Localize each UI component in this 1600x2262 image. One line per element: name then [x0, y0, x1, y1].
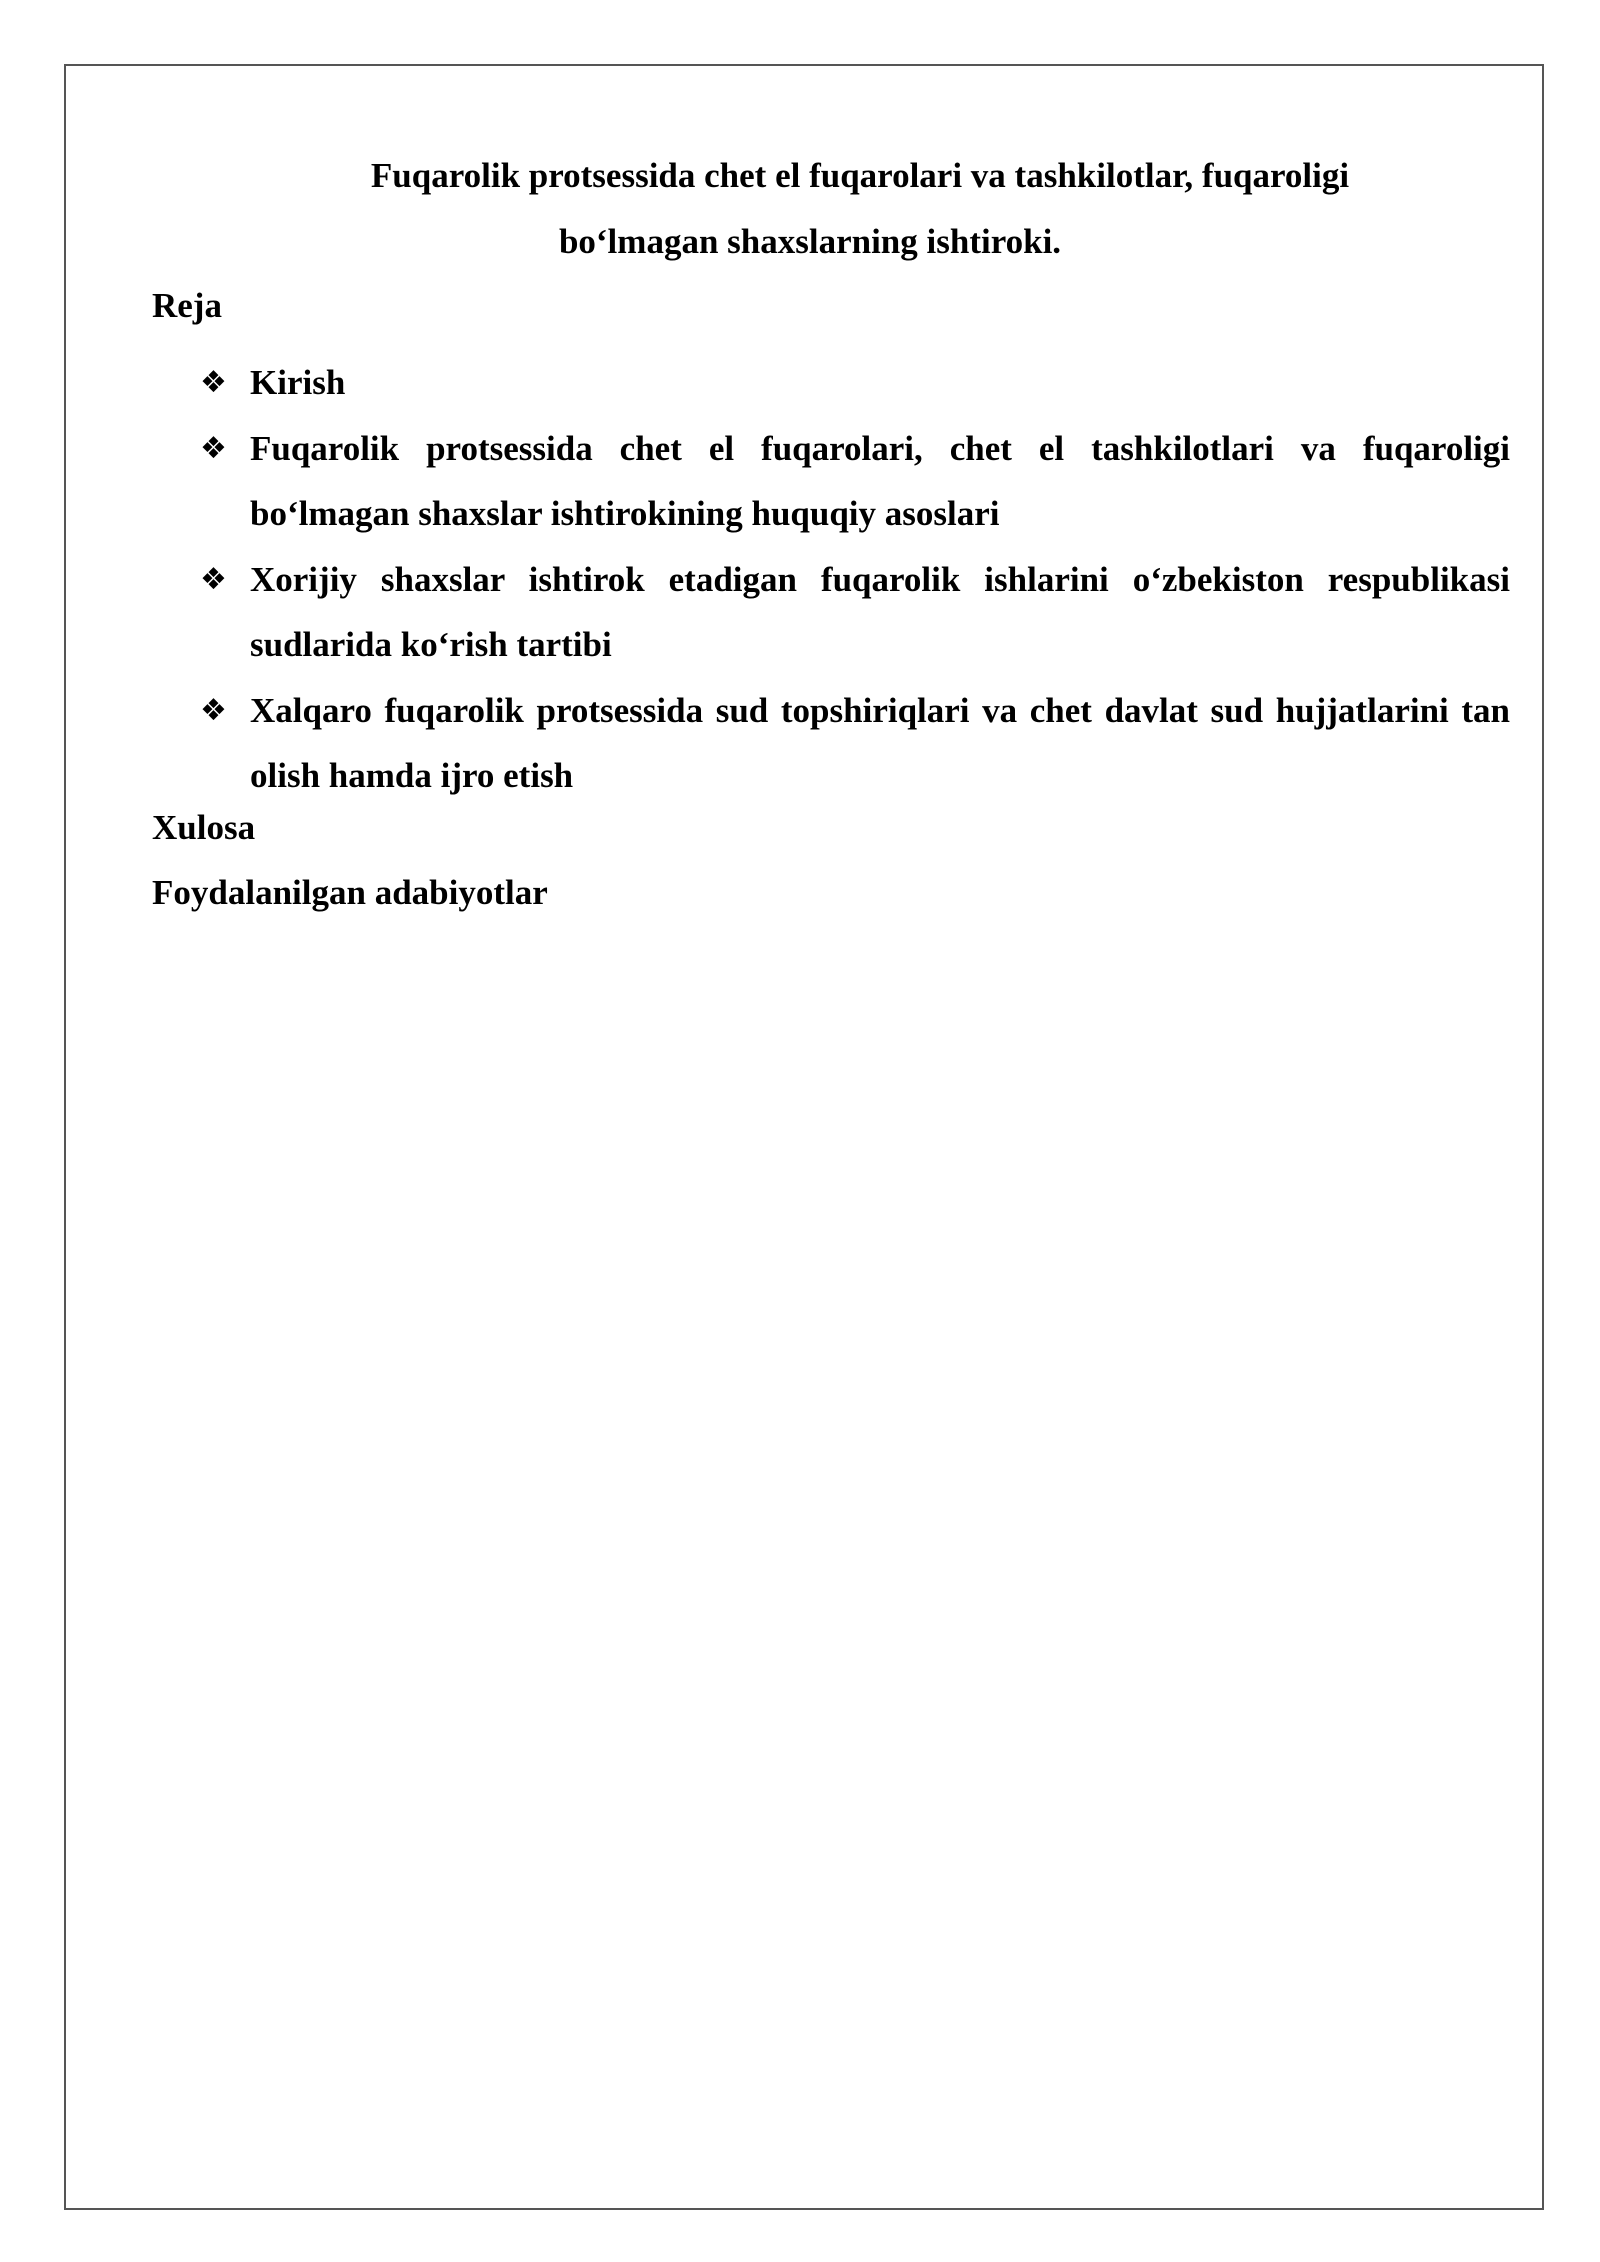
diamond-bullet-icon: ❖ [200, 561, 227, 597]
diamond-bullet-icon: ❖ [200, 365, 227, 400]
plan-item-introduction [200, 350, 1510, 416]
plan-item-label: Xalqaro fuqarolik protsessida sud topshiriqlari va chet davlat sud hujjatlarini tan olish hamda ijro etish [250, 690, 1510, 795]
document-title-line-2: bo‘lmagan shaxslarning ishtiroki. [558, 222, 1062, 261]
plan-item-label: Kirish [250, 363, 346, 402]
plan-item-legal-basis [200, 416, 1510, 547]
plan-item-label: Fuqarolik protsessida chet el fuqarolari, chet el tashkilotlari va fuqaroligi bo‘lmagan shaxslar ishtirokining huquqiy asoslari [250, 428, 1510, 533]
conclusion-heading: Xulosa [152, 808, 256, 847]
plan-heading: Reja [152, 286, 222, 325]
diamond-bullet-icon: ❖ [200, 692, 227, 728]
references-heading: Foydalanilgan adabiyotlar [152, 873, 548, 912]
plan-item-label: Xorijiy shaxslar ishtirok etadigan fuqarolik ishlarini o‘zbekiston respublikasi sudlarida ko‘rish tartibi [250, 559, 1510, 664]
plan-item-international-judgments [200, 678, 1510, 809]
plan-item-court-procedure [200, 547, 1510, 678]
plan-list [200, 350, 1510, 809]
document-title-line-1: Fuqarolik protsessida chet el fuqarolari va tashkilotlar, fuqaroligi [370, 156, 1350, 195]
diamond-bullet-icon: ❖ [200, 430, 227, 466]
